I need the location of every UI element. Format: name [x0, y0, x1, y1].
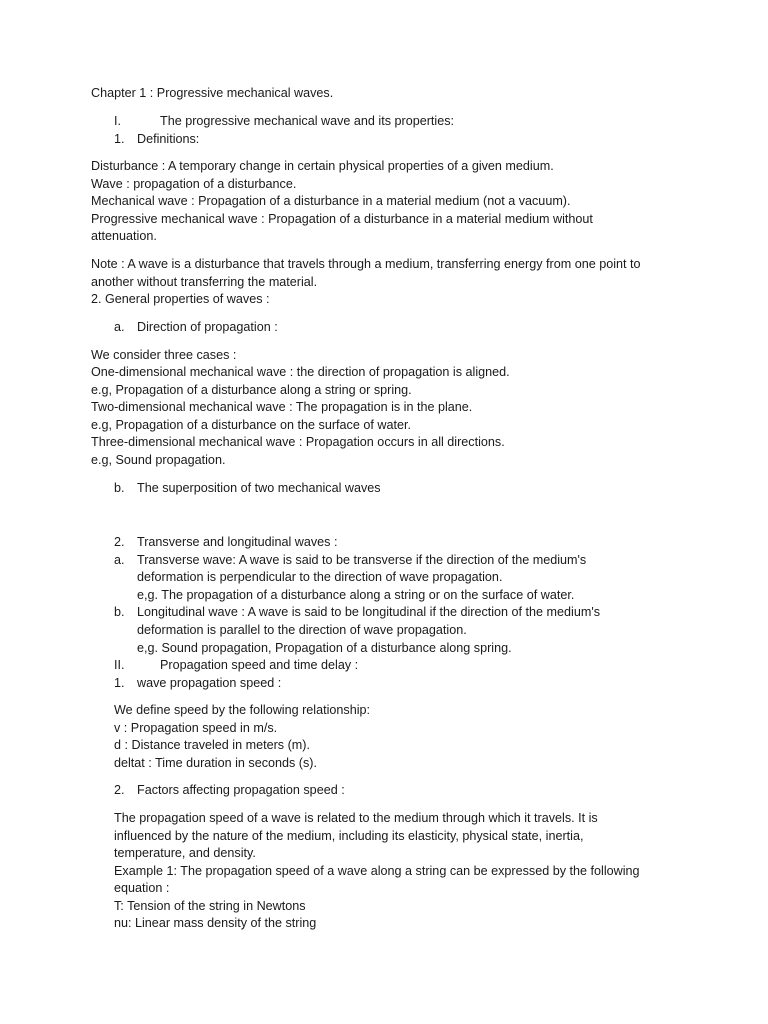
section-2b-heading: Transverse and longitudinal waves :: [137, 535, 338, 549]
part-2-marker: II.: [114, 658, 125, 672]
definition-line: Progressive mechanical wave : Propagation of a disturbance in a material medium without: [91, 212, 593, 226]
factors-line: The propagation speed of a wave is related to the medium through which it travels. It is: [114, 811, 598, 825]
case-line: Three-dimensional mechanical wave : Propagation occurs in all directions.: [91, 435, 505, 449]
factors-line: nu: Linear mass density of the string: [114, 916, 317, 930]
case-line: One-dimensional mechanical wave : the direction of propagation is aligned.: [91, 365, 510, 379]
factors-section-marker: 2.: [114, 783, 125, 797]
transverse-line: e,g. The propagation of a disturbance along a string or on the surface of water.: [137, 588, 575, 602]
speed-section-marker: 1.: [114, 676, 125, 690]
factors-line: temperature, and density.: [114, 846, 256, 860]
case-line: e.g, Sound propagation.: [91, 453, 226, 467]
section-2b-marker: 2.: [114, 535, 125, 549]
part-2-heading: Propagation speed and time delay :: [160, 658, 359, 672]
chapter-title: Chapter 1 : Progressive mechanical waves.: [91, 86, 334, 100]
definition-line: Disturbance : A temporary change in certain physical properties of a given medium.: [91, 159, 554, 173]
case-line: e.g, Propagation of a disturbance along a string or spring.: [91, 383, 412, 397]
transverse-line: Transverse wave: A wave is said to be transverse if the direction of the medium's: [137, 553, 587, 567]
speed-definition-line: We define speed by the following relationship:: [114, 703, 371, 717]
longitudinal-line: Longitudinal wave : A wave is said to be longitudinal if the direction of the medium's: [137, 605, 601, 619]
note-line: Note : A wave is a disturbance that travels through a medium, transferring energy from one point to: [91, 257, 641, 271]
longitudinal-line: e,g. Sound propagation, Propagation of a disturbance along spring.: [137, 641, 512, 655]
section-1-heading: Definitions:: [137, 132, 200, 146]
part-1-marker: I.: [114, 114, 121, 128]
speed-definition-line: d : Distance traveled in meters (m).: [114, 738, 310, 752]
case-line: e.g, Propagation of a disturbance on the surface of water.: [91, 418, 411, 432]
factors-line: influenced by the nature of the medium, including its elasticity, physical state, inertia,: [114, 829, 584, 843]
part-1-heading: The progressive mechanical wave and its properties:: [160, 114, 454, 128]
factors-section-heading: Factors affecting propagation speed :: [137, 783, 345, 797]
longitudinal-line: deformation is parallel to the direction of wave propagation.: [137, 623, 467, 637]
factors-line: T: Tension of the string in Newtons: [114, 899, 306, 913]
section-1-marker: 1.: [114, 132, 125, 146]
subsection-b-heading: The superposition of two mechanical waves: [137, 481, 381, 495]
speed-definition-line: deltat : Time duration in seconds (s).: [114, 756, 317, 770]
definition-line: attenuation.: [91, 229, 157, 243]
speed-definition-line: v : Propagation speed in m/s.: [114, 721, 278, 735]
definition-line: Wave : propagation of a disturbance.: [91, 177, 297, 191]
case-line: We consider three cases :: [91, 348, 237, 362]
subsection-a-marker: a.: [114, 320, 125, 334]
definition-line: Mechanical wave : Propagation of a disturbance in a material medium (not a vacuum).: [91, 194, 571, 208]
speed-section-heading: wave propagation speed :: [137, 676, 282, 690]
transverse-line: deformation is perpendicular to the direction of wave propagation.: [137, 570, 503, 584]
note-line: another without transferring the material.: [91, 275, 318, 289]
subsection-a-heading: Direction of propagation :: [137, 320, 278, 334]
factors-line: equation :: [114, 881, 170, 895]
longitudinal-marker: b.: [114, 605, 125, 619]
case-line: Two-dimensional mechanical wave : The propagation is in the plane.: [91, 400, 473, 414]
subsection-b-marker: b.: [114, 481, 125, 495]
transverse-marker: a.: [114, 553, 125, 567]
section-2-heading: 2. General properties of waves :: [91, 292, 270, 306]
factors-line: Example 1: The propagation speed of a wave along a string can be expressed by the following: [114, 864, 640, 878]
